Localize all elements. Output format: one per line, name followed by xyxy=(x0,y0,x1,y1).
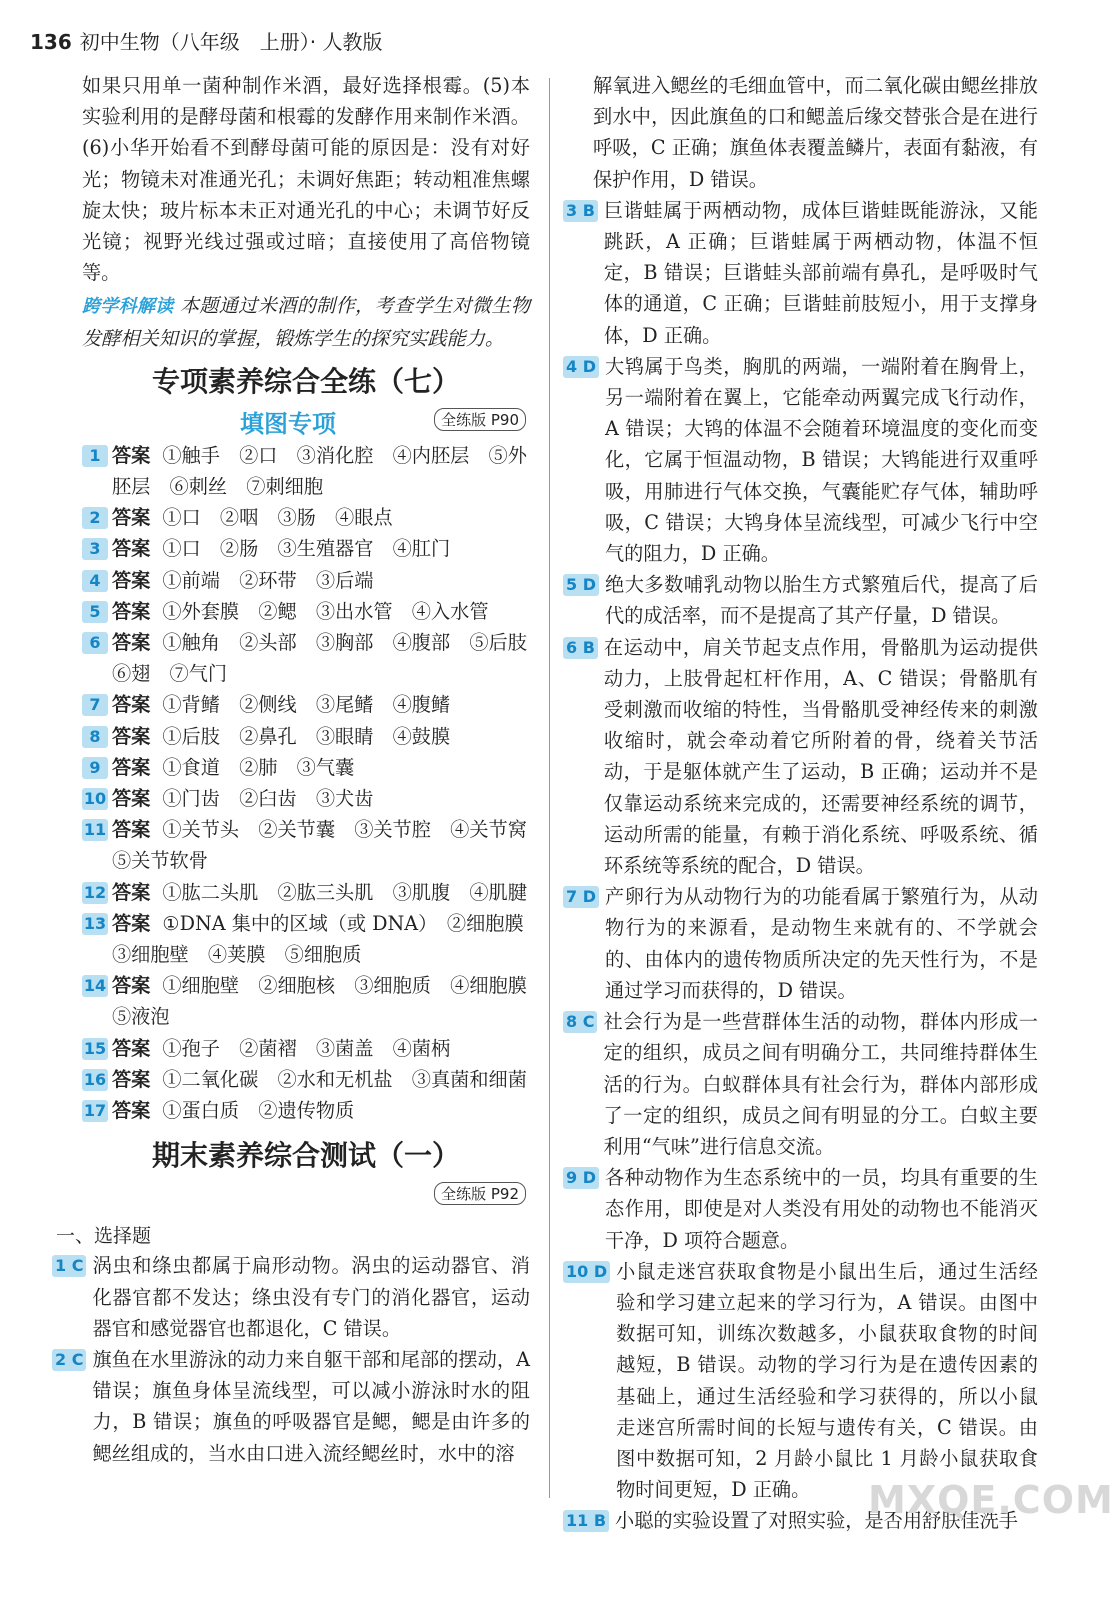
answer-label: 答案 xyxy=(112,506,151,530)
answer-text: ①口 ②咽 ③肠 ④眼点 xyxy=(162,506,393,530)
question-number: 8 C xyxy=(563,1011,597,1033)
answer-number: 11 xyxy=(83,820,107,840)
answer-label: 答案 xyxy=(112,1067,151,1091)
question-explanation: 涡虫和绦虫都属于扁形动物。涡虫的运动器官、消化器官都不发达；绦虫没有专门的消化器官，运动器官和感觉器官也都退化，C 错误。 xyxy=(92,1254,530,1340)
answer-label: 答案 xyxy=(112,631,151,655)
answer-content xyxy=(112,689,450,720)
answer-text: ①蛋白质 ②遗传物质 xyxy=(162,1099,355,1123)
part-title: 一、选择题 xyxy=(56,1225,152,1248)
question-item xyxy=(566,195,1038,351)
question-number: 11 B xyxy=(563,1510,609,1532)
answer-content xyxy=(112,877,527,908)
answer-row xyxy=(83,908,543,970)
test-subheader xyxy=(82,1178,530,1206)
answer-number: 13 xyxy=(83,913,107,933)
answer-label: 答案 xyxy=(112,787,151,811)
answer-row xyxy=(89,689,530,720)
answer-number: 4 xyxy=(82,570,108,592)
page-number: 136 xyxy=(30,30,72,54)
answer-row xyxy=(89,721,530,752)
test-title: 期末素养综合测试（一） xyxy=(151,1139,460,1173)
answer-content xyxy=(112,627,547,689)
answer-text: ①触角 ②头部 ③胸部 ④腹部 ⑤后肢 ⑥翅 ⑦气门 xyxy=(112,631,547,686)
answer-label: 答案 xyxy=(112,568,151,592)
intro-paragraph: 如果只用单一菌种制作米酒，最好选择根霉。(5)本实验利用的是酵母菌和根霉的发酵作用来制作米酒。(6)小华开始看不到酵母菌可能的原因是：没有对好光；物镜未对准通光孔；未调好焦距；转动粗准焦螺旋太快；玻片标本未正对通光孔的中心；未调节好反光镜；视野光线过强或过暗；直接使用了高倍物镜等。 xyxy=(82,74,530,285)
section-subtitle: 填图专项 xyxy=(240,409,336,438)
question-number: 10 D xyxy=(563,1261,610,1283)
question-item xyxy=(566,1162,1038,1256)
question-explanation: 绝大多数哺乳动物以胎生方式繁殖后代，提高了后代的成活率，而不是提高了其产仔量，D 错误。 xyxy=(604,573,1038,628)
answer-text: ①细胞壁 ②细胞核 ③细胞质 ④细胞膜 ⑤液泡 xyxy=(112,974,547,1029)
answer-content xyxy=(112,970,547,1032)
answer-content xyxy=(112,814,547,876)
answer-number: 3 xyxy=(82,538,108,560)
question-number: 2 C xyxy=(52,1349,86,1371)
answer-content xyxy=(112,565,373,596)
answer-number: 12 xyxy=(83,882,107,902)
answer-content xyxy=(112,1095,354,1126)
answer-number: 8 xyxy=(82,726,108,748)
answer-text: ①食道 ②肺 ③气囊 xyxy=(162,755,355,779)
right-column xyxy=(563,70,1038,1537)
answer-text: ①关节头 ②关节囊 ③关节腔 ④关节窝 ⑤关节软骨 xyxy=(112,818,547,873)
answer-number: 16 xyxy=(83,1069,107,1089)
column-divider xyxy=(549,78,550,1498)
answer-label: 答案 xyxy=(112,755,151,779)
answer-content xyxy=(112,1064,527,1095)
answer-row xyxy=(83,814,547,876)
answer-number: 14 xyxy=(83,976,107,996)
answer-row xyxy=(83,1095,530,1126)
answer-label: 答案 xyxy=(112,599,151,623)
answer-text: ①外套膜 ②鳃 ③出水管 ④入水管 xyxy=(162,599,489,623)
answer-content xyxy=(112,783,373,814)
answer-number: 9 xyxy=(82,757,108,779)
answer-number: 15 xyxy=(83,1038,107,1058)
answer-row xyxy=(83,783,530,814)
answer-content xyxy=(112,440,530,502)
question-number: 5 D xyxy=(563,574,599,596)
answer-row xyxy=(83,1064,530,1095)
answer-number: 6 xyxy=(82,632,108,654)
question-explanation: 旗鱼在水里游泳的动力来自躯干部和尾部的摆动，A 错误；旗鱼身体呈流线型，可以减小游泳时水的阻力，B 错误；旗鱼的呼吸器官是鳃，鳃是由许多的鳃丝组成的，当水由口进入流经鳃丝时，水中的溶 xyxy=(92,1347,530,1465)
answer-text: ①二氧化碳 ②水和无机盐 ③真菌和细菌 xyxy=(162,1067,527,1091)
answer-number: 7 xyxy=(82,694,108,716)
answer-content xyxy=(112,752,354,783)
answer-text: ①肱二头肌 ②肱三头肌 ③肌腹 ④肌腱 xyxy=(162,880,527,904)
answer-list xyxy=(83,440,547,1126)
question-item xyxy=(566,1256,1038,1506)
answer-row xyxy=(89,502,530,533)
question-explanation: 各种动物作为生态系统中的一员，均具有重要的生态作用，即使是对人类没有用处的动物也不能消灭干净，D 项符合题意。 xyxy=(604,1166,1038,1252)
question-number: 4 D xyxy=(563,356,599,378)
answer-text: ①DNA 集中的区域（或 DNA） ②细胞膜 ③细胞壁 ④荚膜 ⑤细胞质 xyxy=(112,911,543,967)
answer-label: 答案 xyxy=(112,693,151,717)
answer-row xyxy=(89,596,530,627)
answer-row xyxy=(89,565,530,596)
watermark: MXQE.COM xyxy=(868,1478,1114,1522)
answer-content xyxy=(112,533,450,564)
answer-label: 答案 xyxy=(112,1099,151,1123)
cross-discipline-note xyxy=(82,290,530,353)
book-title: 初中生物（八年级 上册）· 人教版 xyxy=(79,30,383,54)
answer-row xyxy=(83,970,547,1032)
page-header xyxy=(30,26,382,55)
answer-content xyxy=(112,596,489,627)
answer-text: ①前端 ②环带 ③后端 xyxy=(162,568,374,592)
question-explanation: 在运动中，肩关节起支点作用，骨骼肌为运动提供动力，上肢骨起杠杆作用，A、C 错误；骨骼肌有受刺激而收缩的特性，当骨骼肌受神经传来的刺激收缩时，就会牵动着它所附着的骨，绕着关节活动，于是躯体就产生了运动，B 正确；运动并不是仅靠运动系统来完成的，还需要神经系统的调节，运动所需的能量，有赖于消化系统、呼吸系统、循环系统等系统的配合，D 错误。 xyxy=(603,635,1038,878)
answer-label: 答案 xyxy=(112,1036,151,1060)
answer-number: 1 xyxy=(82,445,108,467)
answer-label: 答案 xyxy=(112,880,151,904)
question-explanation: 产卵行为从动物行为的功能看属于繁殖行为，从动物行为的来源看，是动物生来就有的、不学就会的、由体内的遗传物质所决定的先天性行为，不是通过学习而获得的，D 错误。 xyxy=(604,885,1038,1002)
test-reference-badge: 全练版 P92 xyxy=(434,1182,526,1205)
cross-discipline-tag: 跨学科解读 xyxy=(82,296,174,318)
question-item xyxy=(566,1006,1038,1162)
question-item xyxy=(566,351,1038,569)
question-number: 1 C xyxy=(52,1255,86,1277)
answer-row xyxy=(83,1033,530,1064)
answer-content xyxy=(112,908,543,970)
answer-content xyxy=(112,721,450,752)
question-item xyxy=(55,1250,530,1344)
answer-row xyxy=(83,877,530,908)
answer-row xyxy=(89,752,530,783)
continued-paragraph: 解氧进入鳃丝的毛细血管中，而二氧化碳由鳃丝排放到水中，因此旗鱼的口和鳃盖后缘交替张合是在进行呼吸，C 正确；旗鱼体表覆盖鳞片，表面有黏液，有保护作用，D 错误。 xyxy=(593,74,1038,191)
question-number: 3 B xyxy=(563,200,598,222)
answer-label: 答案 xyxy=(112,818,151,842)
question-item xyxy=(566,569,1038,631)
answer-label: 答案 xyxy=(112,974,151,998)
question-list xyxy=(566,195,1038,1537)
answer-content xyxy=(112,1033,450,1064)
answer-number: 17 xyxy=(83,1101,107,1121)
question-explanation: 大鸨属于鸟类，胸肌的两端，一端附着在胸骨上，另一端附着在翼上，它能牵动两翼完成飞行动作，A 错误；大鸨的体温不会随着环境温度的变化而变化，它属于恒温动物，B 错误；大鸨能进行双重呼吸，用肺进行气体交换，气囊能贮存气体，辅助呼吸，C 错误；大鸨身体呈流线型，可减少飞行中空气的阻力，D 正确。 xyxy=(604,354,1038,566)
question-explanation: 小鼠走迷宫获取食物是小鼠出生后，通过生活经验和学习建立起来的学习行为，A 错误。由图中数据可知，训练次数越多，小鼠获取食物的时间越短，B 错误。动物的学习行为是在遗传因素的基础上，通过生活经验和学习获得的，所以小鼠走迷宫所需时间的长短与遗传有关，C 错误。由图中数据可知，2 月龄小鼠比 1 月龄小鼠获取食物时间更短，D 正确。 xyxy=(616,1259,1038,1502)
question-number: 7 D xyxy=(563,886,599,908)
answer-row xyxy=(89,627,547,689)
answer-content xyxy=(112,502,393,533)
answer-text: ①后肢 ②鼻孔 ③眼睛 ④鼓膜 xyxy=(162,724,451,748)
answer-label: 答案 xyxy=(112,911,151,935)
answer-label: 答案 xyxy=(112,537,151,561)
answer-number: 2 xyxy=(82,507,108,529)
question-number: 6 B xyxy=(563,637,598,659)
question-item xyxy=(566,632,1038,882)
answer-label: 答案 xyxy=(112,443,151,467)
section-subheader xyxy=(82,404,530,440)
answer-text: ①背鳍 ②侧线 ③尾鳍 ④腹鳍 xyxy=(162,693,451,717)
answer-row xyxy=(89,440,530,502)
question-item xyxy=(566,881,1038,1006)
answer-label: 答案 xyxy=(112,724,151,748)
left-column xyxy=(55,70,547,1469)
question-number: 9 D xyxy=(563,1167,599,1189)
answer-text: ①孢子 ②菌褶 ③菌盖 ④菌柄 xyxy=(162,1036,451,1060)
answer-text: ①触手 ②口 ③消化腔 ④内胚层 ⑤外胚层 ⑥刺丝 ⑦刺细胞 xyxy=(112,443,527,499)
question-item xyxy=(55,1344,530,1469)
reference-badge: 全练版 P90 xyxy=(434,408,526,431)
section-title: 专项素养综合全练（七） xyxy=(151,364,460,398)
answer-number: 10 xyxy=(83,789,107,809)
question-explanation: 巨谐蛙属于两栖动物，成体巨谐蛙既能游泳，又能跳跃，A 正确；巨谐蛙属于两栖动物，体温不恒定，B 错误；巨谐蛙头部前端有鼻孔，是呼吸时气体的通道，C 正确；巨谐蛙前肢短小，用于支撑身体，D 正确。 xyxy=(603,198,1038,347)
answer-text: ①门齿 ②臼齿 ③犬齿 xyxy=(162,787,374,811)
question-explanation: 社会行为是一些营群体生活的动物，群体内形成一定的组织，成员之间有明确分工，共同维持群体生活的行为。白蚁群体具有社会行为，群体内部形成了一定的组织，成员之间有明显的分工。白蚁主要利用“气味”进行信息交流。 xyxy=(603,1010,1038,1158)
answer-row xyxy=(89,533,530,564)
answer-number: 5 xyxy=(82,601,108,623)
cross-discipline-text: 本题通过米酒的制作，考查学生对微生物发酵相关知识的掌握，锻炼学生的探究实践能力。 xyxy=(82,294,531,350)
question-explanation: 小聪的实验设置了对照实验，是否用舒肤佳洗手 xyxy=(615,1509,1018,1533)
answer-text: ①口 ②肠 ③生殖器官 ④肛门 xyxy=(162,537,451,561)
